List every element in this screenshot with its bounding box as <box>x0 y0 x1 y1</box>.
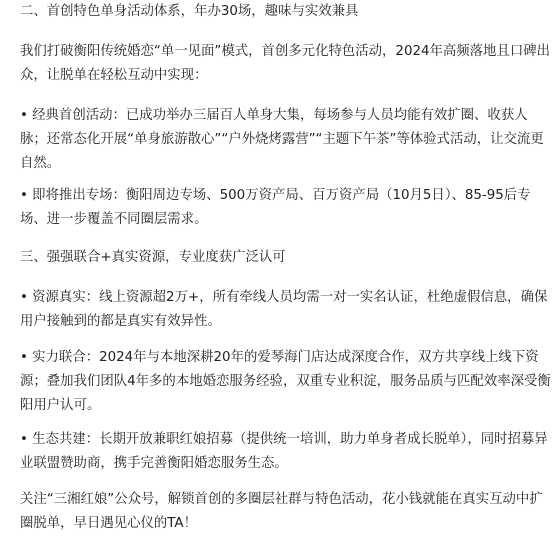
section-3-bullet-ecosystem: • 生态共建：长期开放兼职红娘招募（提供统一培训，助力单身者成长脱单），同时招募异业联盟赞助商，携手完善衡阳婚恋服务生态。 <box>20 432 548 471</box>
section-2-bullet-upcoming-events: • 即将推出专场：衡阳周边专场、500万资产局、百万资产局（10月5日）、85-95后专场、进一步覆盖不同圈层需求。 <box>20 188 531 227</box>
section-2-intro: 我们打破衡阳传统婚恋“单一见面”模式，首创多元化特色活动，2024年高频落地且口碑出众，让脱单在轻松互动中实现： <box>20 44 551 83</box>
section-3-bullet-partnership: • 实力联合：2024年与本地深耕20年的爱琴海门店达成深度合作，双方共享线上线下资源；叠加我们团队4年多的本地婚恋服务经验，双重专业积淀，服务品质与匹配效率深受衡阳用户认可。 <box>20 350 551 413</box>
section-3-heading: 三、强强联合+真实资源，专业度获广泛认可 <box>20 250 286 265</box>
section-2-bullet-classic-events: • 经典首创活动：已成功举办三届百人单身大集，每场参与人员均能有效扩圈、收获人脉；还常态化开展“单身旅游散心”“户外烧烤露营”“主题下午茶”等体验式活动，让交流更自然。 <box>20 108 544 171</box>
section-3-bullet-real-resources: • 资源真实：线上资源超2万+，所有牵线人员均需一对一实名认证，杜绝虚假信息，确保用户接触到的都是真实有效异性。 <box>20 290 548 329</box>
closing-call-to-action: 关注“三湘红娘”公众号，解锁首创的多圈层社群与特色活动，花小钱就能在真实互动中扩圈脱单，早日遇见心仪的TA！ <box>20 492 543 531</box>
section-2-heading: 二、首创特色单身活动体系，年办30场，趣味与实效兼具 <box>20 4 359 19</box>
